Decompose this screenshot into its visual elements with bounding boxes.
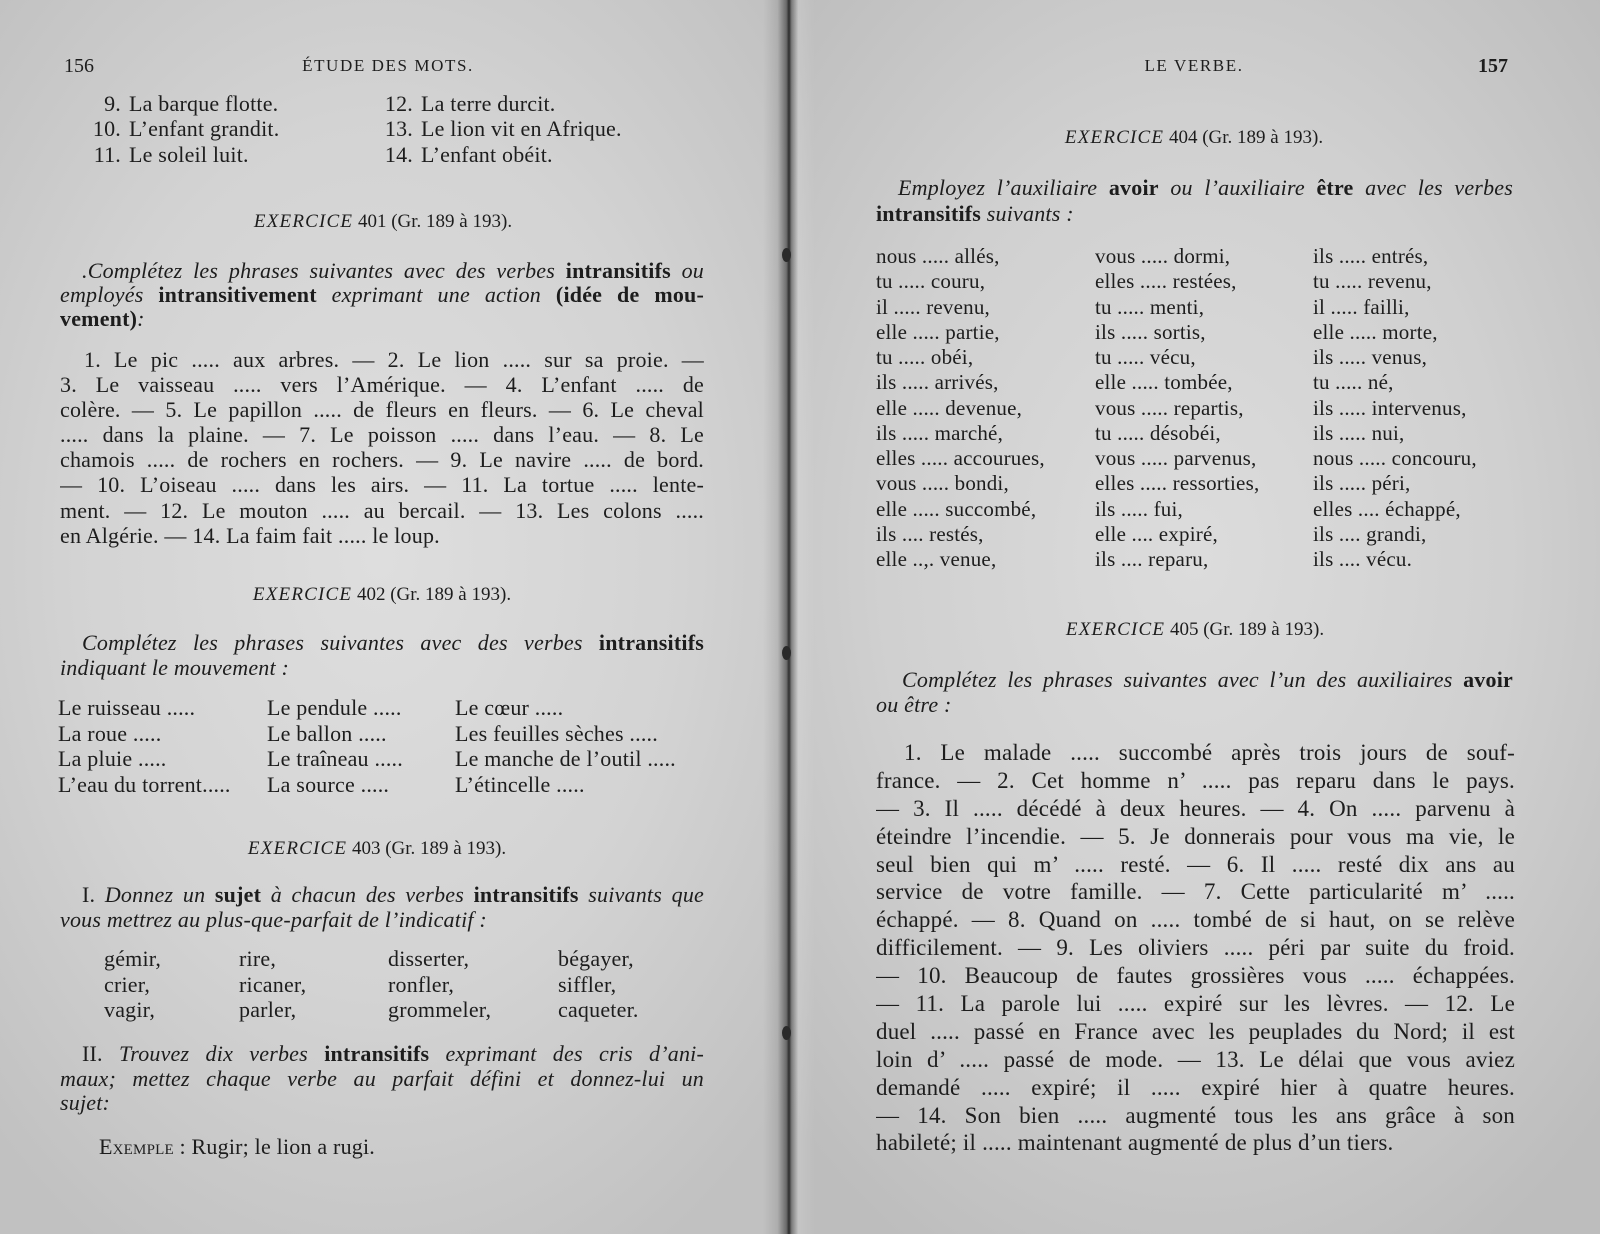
table-cell: Le pendule ..... <box>267 695 402 720</box>
text-line <box>60 631 704 656</box>
text-span: I. <box>82 883 105 907</box>
table-cell: vous ..... parvenus, <box>1095 446 1257 470</box>
exercise-403-heading <box>177 837 577 861</box>
stitch-mark <box>782 248 791 262</box>
table-cell: vous ..... bondi, <box>876 471 1009 496</box>
running-head-right: LE VERBE. <box>1144 56 1244 75</box>
exercise-number: 405 <box>1169 619 1199 640</box>
text-span: intransitifs <box>473 883 579 907</box>
item-number: 10. <box>92 116 121 142</box>
item-text: La barque flotte. <box>129 91 279 116</box>
exercise-402-instruction <box>60 631 704 680</box>
table-cell: tu ..... vécu, <box>1095 345 1196 369</box>
text-span: intransitifs <box>598 631 704 655</box>
text-line <box>876 934 1515 962</box>
table-cell: ils ..... fui, <box>1095 496 1183 521</box>
table-cell: Le cœur ..... <box>455 695 564 720</box>
table-cell: elles ..... restées, <box>1095 269 1237 294</box>
exercise-403-part1 <box>60 883 704 932</box>
exercise-405-text <box>876 739 1515 1157</box>
text-line <box>876 1129 1515 1157</box>
grammar-reference: (Gr. 189 à 193). <box>385 838 507 859</box>
text-span: Donnez un <box>104 883 215 907</box>
text-line <box>876 878 1515 906</box>
table-cell: crier, <box>104 971 151 997</box>
text-span: sujet <box>214 883 262 907</box>
table-cell: elles .... échappé, <box>1313 496 1461 521</box>
text-span: exprimant une action <box>316 283 556 307</box>
table-cell: il ..... failli, <box>1313 294 1410 319</box>
text-span: — 3. Il ..... décédé à deux heures. — 4. On ..... parvenu à <box>876 795 1515 821</box>
table-cell: caqueter. <box>558 997 639 1022</box>
table-cell: disserter, <box>388 946 470 971</box>
text-span: vement) <box>60 307 138 331</box>
table-cell: vous ..... dormi, <box>1095 244 1231 268</box>
item-text: L’enfant obéit. <box>421 141 553 167</box>
exercise-401-heading <box>183 210 583 234</box>
text-span: loin d’ ..... passé de mode. — 13. Le délai que vous aviez <box>876 1046 1515 1072</box>
list-item <box>85 116 279 141</box>
table-cell: L’eau du torrent..... <box>58 772 231 798</box>
list-item <box>377 116 622 141</box>
text-span: à chacun des verbes <box>261 883 474 907</box>
previous-exercise-list-col1 <box>85 91 279 167</box>
text-line <box>876 1018 1515 1046</box>
text-line <box>60 283 704 307</box>
text-line <box>60 259 704 283</box>
previous-exercise-list-col2 <box>377 91 622 167</box>
table-cell: ils ..... entrés, <box>1313 244 1429 268</box>
text-span: 1. Le pic ..... aux arbres. — 2. Le lion ..... sur sa proie. — <box>84 347 704 372</box>
table-cell: elle ..... succombé, <box>876 496 1037 521</box>
grammar-reference: (Gr. 189 à 193). <box>390 584 512 605</box>
table-cell: tu ..... désobéi, <box>1095 420 1221 445</box>
exercise-401-text <box>60 347 704 548</box>
text-span: sujet: <box>60 1091 111 1115</box>
text-span: vous mettrez au plus-que-parfait de l’indicatif : <box>60 907 487 932</box>
table-cell: vous ..... repartis, <box>1095 395 1244 420</box>
text-span: Trouvez dix verbes <box>119 1042 325 1066</box>
text-span: en Algérie. — 14. La faim fait ..... le loup. <box>60 522 440 548</box>
text-span: — 11. La parole lui ..... expiré sur les lèvres. — 12. Le <box>876 991 1515 1017</box>
table-cell: elle ..,. venue, <box>876 547 997 571</box>
text-span: intransitifs <box>565 259 671 283</box>
text-line <box>876 667 1513 692</box>
text-line <box>60 523 704 548</box>
text-span: éteindre l’incendie. — 5. Je donnerais pour vous ma vie, le <box>876 823 1515 849</box>
stitch-mark <box>782 1026 791 1040</box>
exercise-number: 401 <box>357 211 387 232</box>
table-cell: tu ..... né, <box>1313 370 1394 395</box>
table-cell: tu ..... obéi, <box>876 345 974 369</box>
table-cell: nous ..... concouru, <box>1313 446 1477 470</box>
text-span: demandé ..... expiré; il ..... expiré hier à quatre heures. <box>876 1074 1515 1100</box>
text-span: Exemple <box>99 1134 174 1159</box>
text-line <box>60 656 704 681</box>
text-span: échappé. — 8. Quand on ..... tombé de si haut, on se relève <box>876 907 1515 933</box>
table-cell: ils .... grandi, <box>1313 521 1427 546</box>
grammar-reference: (Gr. 189 à 193). <box>1203 619 1325 640</box>
text-span: service de votre famille. — 7. Cette particularité m’ ..... <box>876 879 1515 905</box>
text-span: intransitifs <box>324 1042 430 1066</box>
table-cell: ils ..... péri, <box>1313 471 1411 496</box>
table-cell: ils ..... nui, <box>1313 420 1405 445</box>
exercise-404-heading <box>994 126 1394 150</box>
item-number: 9. <box>104 91 121 116</box>
table-cell: elles ..... accourues, <box>876 446 1045 470</box>
list-item <box>85 142 279 167</box>
item-number: 13. <box>384 116 413 142</box>
text-line <box>60 1067 704 1092</box>
text-line <box>60 472 704 497</box>
text-span: : Rugir; le lion a rugi. <box>173 1134 375 1159</box>
text-span: indiquant le mouvement : <box>60 655 290 680</box>
text-line <box>99 1134 619 1159</box>
text-line <box>876 851 1515 879</box>
exercise-number: 404 <box>1168 127 1198 148</box>
text-line <box>60 397 704 422</box>
text-span: Complétez les phrases suivantes avec des verbes <box>82 631 599 655</box>
text-span: france. — 2. Cet homme n’ ..... pas reparu dans le pays. <box>876 767 1515 793</box>
text-span: seul bien qui m’ ..... resté. — 6. Il ..... resté dix ans au <box>876 851 1515 877</box>
text-span: avoir <box>1463 667 1513 692</box>
text-line <box>876 1102 1515 1130</box>
text-line <box>876 795 1515 823</box>
text-span: ou être : <box>876 692 952 717</box>
table-cell: vagir, <box>104 997 156 1022</box>
text-line <box>876 1046 1515 1074</box>
table-cell: tu ..... revenu, <box>1313 269 1432 294</box>
text-line <box>60 498 704 523</box>
text-span: suivants que <box>578 883 704 907</box>
text-span: ment. — 12. Le mouton ..... au bercail. — 13. Les colons ..... <box>60 497 704 523</box>
text-line <box>60 1091 704 1116</box>
table-cell: elle ..... partie, <box>876 319 1000 344</box>
text-span: (idée de mou- <box>555 283 704 307</box>
exercise-405-instruction <box>876 667 1513 717</box>
table-cell: elle ..... devenue, <box>876 395 1023 420</box>
text-span: colère. — 5. Le papillon ..... de fleurs en fleurs. — 6. Le cheval <box>60 397 704 423</box>
running-head-left: ÉTUDE DES MOTS. <box>302 56 474 75</box>
table-cell: Le ruisseau ..... <box>58 695 196 720</box>
text-span: — 14. Son bien ..... augmenté tous les ans grâce à son <box>876 1102 1515 1128</box>
stitch-mark <box>782 646 791 660</box>
table-cell: elle ..... tombée, <box>1095 370 1233 395</box>
table-cell: La roue ..... <box>58 720 162 746</box>
text-line <box>60 447 704 472</box>
table-cell: Les feuilles sèches ..... <box>455 720 658 746</box>
table-cell: siffler, <box>558 971 617 997</box>
exercise-label: EXERCICE <box>252 584 353 605</box>
table-cell: ils .... reparu, <box>1095 547 1209 571</box>
table-cell: ils ..... venus, <box>1313 345 1428 369</box>
text-span: maux; mettez chaque verbe au parfait défini et donnez-lui un <box>60 1066 704 1091</box>
text-line <box>60 372 704 397</box>
table-cell: La source ..... <box>267 772 390 798</box>
table-cell: La pluie ..... <box>58 746 167 772</box>
text-span: chamois ..... de rochers en rochers. — 9. Le navire ..... de bord. <box>60 447 704 473</box>
exercise-403-part2 <box>60 1042 704 1116</box>
table-cell: ils ..... intervenus, <box>1313 395 1467 420</box>
item-text: Le soleil luit. <box>129 141 249 167</box>
text-span: ou <box>670 259 704 283</box>
exercise-label: EXERCICE <box>247 838 348 859</box>
exercise-402-table <box>58 695 705 798</box>
text-span: exprimant des cris d’ani- <box>429 1042 704 1066</box>
text-line <box>876 1074 1515 1102</box>
text-line <box>60 347 704 372</box>
exercise-label: EXERCICE <box>1064 127 1165 148</box>
text-span: : <box>137 307 145 331</box>
text-line <box>876 175 1513 201</box>
table-cell: gémir, <box>104 946 162 971</box>
exercise-label: EXERCICE <box>253 211 354 232</box>
text-line <box>876 739 1515 767</box>
text-line <box>60 422 704 447</box>
text-line <box>60 908 704 933</box>
text-span: 3. Le vaisseau ..... vers l’Amérique. — 4. L’enfant ..... de <box>60 372 704 398</box>
text-span: employés <box>60 283 159 307</box>
list-item <box>85 91 279 116</box>
text-span: duel ..... passé en France avec les peuplades du Nord; il est <box>876 1018 1515 1044</box>
exercise-403-verb-list <box>104 946 678 1023</box>
exercise-403-example <box>99 1134 619 1159</box>
list-item <box>377 142 622 167</box>
table-cell: ils .... vécu. <box>1313 547 1413 571</box>
text-span: ..... dans la plaine. — 7. Le poisson ..... dans l’eau. — 8. Le <box>60 422 704 448</box>
text-line <box>60 883 704 908</box>
exercise-404-instruction <box>876 175 1513 227</box>
text-span: — 10. L’oiseau ..... dans les airs. — 11. La tortue ..... lente- <box>60 472 704 498</box>
text-span: Complétez les phrases suivantes avec l’un des auxiliaires <box>902 667 1464 692</box>
table-cell: Le ballon ..... <box>267 720 387 746</box>
text-line <box>876 692 1513 717</box>
grammar-reference: (Gr. 189 à 193). <box>1202 127 1324 148</box>
text-span: suivants : <box>981 201 1074 226</box>
item-text: Le lion vit en Afrique. <box>421 116 622 142</box>
exercise-404-table <box>876 244 1523 572</box>
table-cell: tu ..... menti, <box>1095 294 1205 319</box>
text-line <box>876 201 1513 227</box>
text-span: Employez l’auxiliaire <box>898 175 1109 200</box>
grammar-reference: (Gr. 189 à 193). <box>391 211 513 232</box>
table-cell: parler, <box>239 997 297 1022</box>
exercise-405-heading <box>995 618 1395 642</box>
text-span: 1. Le malade ..... succombé après trois jours de souf- <box>904 740 1515 765</box>
table-cell: ricaner, <box>239 971 307 997</box>
text-span: être <box>1316 175 1354 200</box>
table-cell: nous ..... allés, <box>876 244 1000 268</box>
table-cell: ronfler, <box>388 971 455 997</box>
page-number-left: 156 <box>64 55 94 77</box>
table-cell: ils .... restés, <box>876 521 984 546</box>
table-cell: grommeler, <box>388 997 492 1022</box>
table-cell: il ..... revenu, <box>876 294 991 319</box>
text-span: difficilement. — 9. Les oliviers ..... péri par suite du froid. <box>876 935 1515 961</box>
text-line <box>876 962 1515 990</box>
item-text: La terre durcit. <box>421 91 556 116</box>
table-cell: ils ..... arrivés, <box>876 370 999 395</box>
text-line <box>876 990 1515 1018</box>
text-line <box>876 823 1515 851</box>
item-number: 14. <box>384 141 413 167</box>
table-cell: elle .... expiré, <box>1095 521 1218 546</box>
exercise-label: EXERCICE <box>1065 619 1166 640</box>
text-span: II. <box>82 1042 120 1066</box>
list-item <box>377 91 622 116</box>
table-cell: ils ..... sortis, <box>1095 319 1206 344</box>
text-span: habileté; il ..... maintenant augmenté de plus d’un tiers. <box>876 1130 1394 1156</box>
table-cell: tu ..... couru, <box>876 269 986 294</box>
item-number: 12. <box>384 91 413 116</box>
text-span: ou l’auxiliaire <box>1158 175 1317 200</box>
text-span: avec les verbes <box>1353 175 1513 200</box>
book-gutter <box>763 0 815 1234</box>
table-cell: rire, <box>239 946 277 971</box>
text-span: intransitivement <box>158 283 317 307</box>
table-cell: elles ..... ressorties, <box>1095 471 1260 496</box>
table-cell: bégayer, <box>558 946 634 971</box>
item-text: L’enfant grandit. <box>129 116 280 142</box>
table-cell: elle ..... morte, <box>1313 319 1438 344</box>
exercise-number: 403 <box>351 838 381 859</box>
text-span: .Complétez les phrases suivantes avec des verbes <box>82 259 566 283</box>
text-line <box>876 767 1515 795</box>
text-span: avoir <box>1108 175 1159 200</box>
exercise-number: 402 <box>356 584 386 605</box>
text-span: — 10. Beaucoup de fautes grossières vous ..... échappées. <box>876 963 1515 989</box>
text-span: intransitifs <box>876 201 982 226</box>
table-cell: L’étincelle ..... <box>455 772 585 798</box>
page-number-right: 157 <box>1478 55 1508 77</box>
text-line <box>876 906 1515 934</box>
table-cell: ils ..... marché, <box>876 420 1004 445</box>
table-cell: Le manche de l’outil ..... <box>455 746 676 772</box>
exercise-401-instruction <box>60 259 704 331</box>
exercise-402-heading <box>182 583 582 607</box>
table-cell: Le traîneau ..... <box>267 746 403 772</box>
item-number: 11. <box>93 141 121 167</box>
text-line <box>60 1042 704 1067</box>
text-line <box>60 307 704 331</box>
